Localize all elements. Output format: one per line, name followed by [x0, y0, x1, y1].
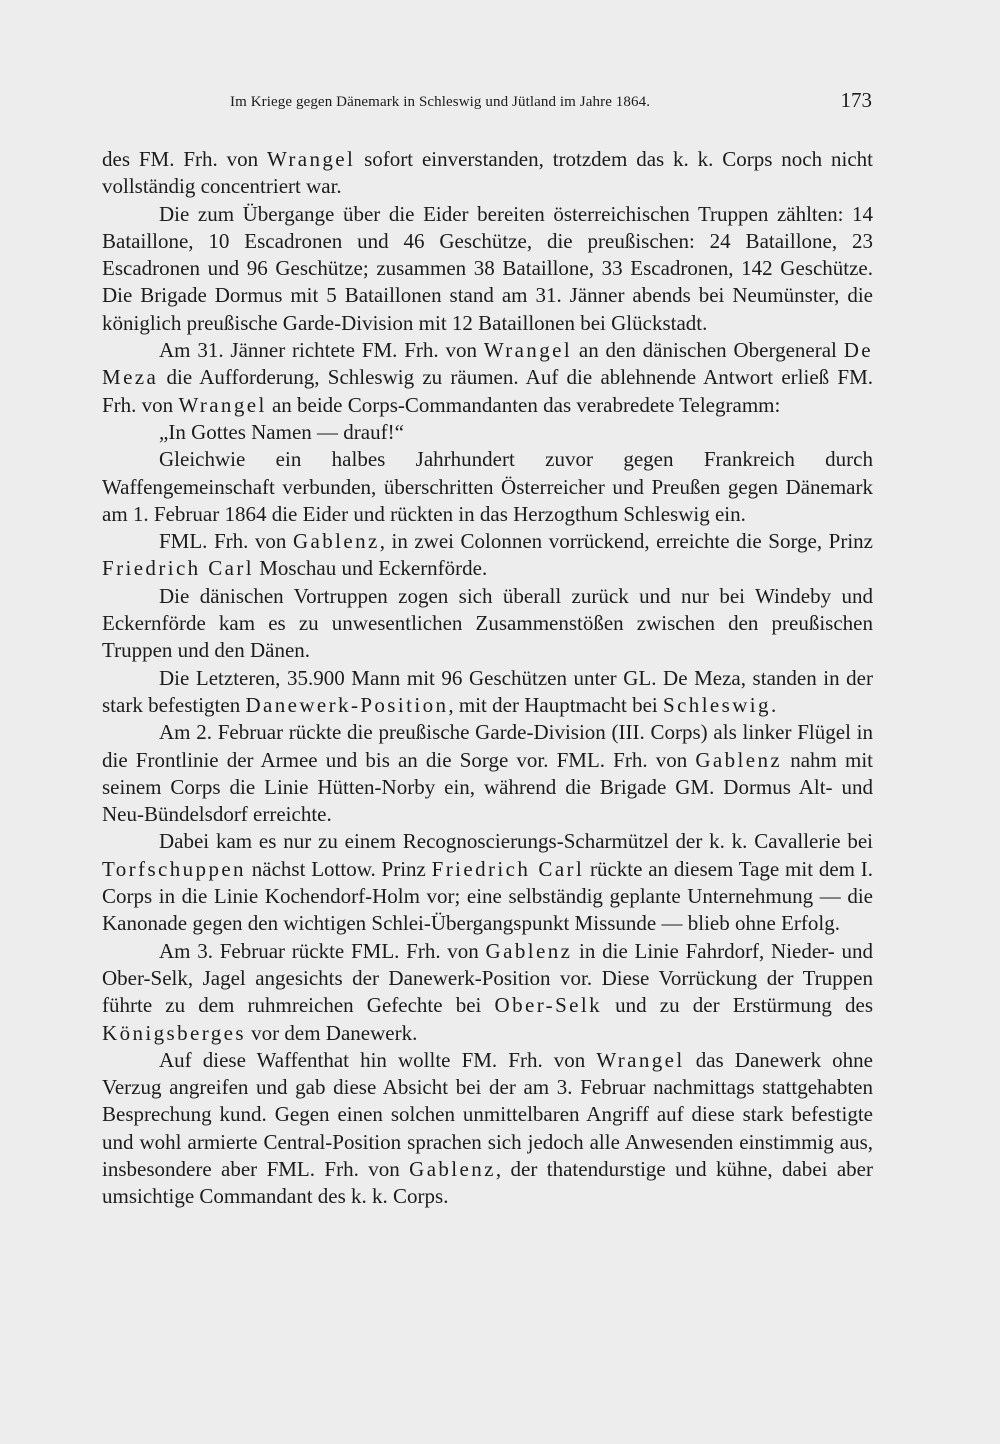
paragraph-10 — [102, 828, 873, 937]
text-run: und zu der Erstürmung des — [602, 993, 873, 1018]
text-run: Auf diese Waffenthat hin wollte FM. Frh. von — [159, 1047, 597, 1072]
spaced-name: Wrangel — [596, 1047, 685, 1072]
paragraph-12 — [102, 1047, 873, 1211]
text-run: Dabei kam es nur zu einem Recognoscierungs-Scharmützel der k. k. Cavallerie bei — [159, 829, 873, 854]
text-run: , der thatendurstige und kühne, dabei aber umsichtige Commandant des k. k. Corps. — [102, 1156, 873, 1209]
text-run: des FM. Frh. von — [102, 147, 267, 171]
paragraph-1 — [102, 146, 873, 201]
spaced-name: Wrangel — [178, 392, 267, 417]
text-run: vor dem Danewerk. — [245, 1020, 418, 1045]
text-run: Moschau und Eckernförde. — [253, 556, 488, 581]
text-run: FML. Frh. von — [159, 529, 293, 554]
text-run: rückte an diesem Tage mit dem I. Corps in die Linie Kochendorf-Holm vor; eine selbständig geplante Unternehmung — die Kanonade gegen den wichtigen Schlei-Übergangspunkt Missunde — blieb ohne Erfolg. — [102, 856, 874, 936]
body-text — [102, 146, 873, 1211]
paragraph-6 — [102, 528, 873, 583]
spaced-name: Königsberges — [102, 1020, 246, 1045]
page-number: 173 — [840, 88, 872, 112]
text-run: an beide Corps-Commandanten das verabredete Telegramm: — [266, 392, 781, 417]
paragraph-3 — [102, 337, 873, 419]
paragraph-9 — [102, 719, 873, 828]
text-run: , mit der Hauptmacht bei — [448, 692, 663, 717]
text-run: Die Letzteren, 35.900 Mann mit 96 Geschützen unter GL. De Meza, standen in der stark befestigten — [102, 665, 873, 717]
page-header — [230, 88, 872, 118]
spaced-name: Schleswig — [663, 692, 771, 717]
text-run: , in zwei Colonnen vorrückend, erreichte die Sorge, Prinz — [379, 529, 873, 554]
spaced-name: Friedrich Carl — [431, 856, 585, 881]
spaced-name: Gablenz — [485, 938, 573, 963]
spaced-name: Gablenz — [695, 747, 783, 772]
text-run: Am 3. Februar rückte FML. Frh. von — [159, 938, 486, 963]
text-run: Am 2. Februar rückte die preußische Garde-Division (III. Corps) als linker Flügel in die Frontlinie der Armee und bis an die Sorge vor. FML. Frh. von — [102, 720, 873, 772]
spaced-name: De Meza — [102, 338, 873, 390]
text-run: nächst Lottow. Prinz — [245, 856, 432, 881]
text-run: Am 31. Jänner richtete FM. Frh. von — [159, 338, 484, 363]
paragraph-5: Gleichwie ein halbes Jahrhundert zuvor gegen Frankreich durch Waffengemeinschaft verbunden, überschritten Österreicher und Preußen gegen Dänemark am 1. Februar 1864 die Eider und rückten in das Herzogthum Schleswig ein. — [102, 447, 873, 526]
spaced-name: Friedrich Carl — [102, 556, 254, 581]
running-title: Im Kriege gegen Dänemark in Schleswig und Jütland im Jahre 1864. — [230, 94, 651, 110]
text-run: die Aufforderung, Schleswig zu räumen. Auf die ablehnende Antwort erließ FM. Frh. von — [102, 365, 873, 417]
paragraph-7: Die dänischen Vortruppen zogen sich überall zurück und nur bei Windeby und Eckernförde kam es zu unwesentlichen Zusammenstößen zwischen den preußischen Truppen und den Dänen. — [102, 583, 873, 663]
text-run: in die Linie Fahrdorf, Nieder- und Ober-Selk, Jagel angesichts der Danewerk-Position vor. Diese Vorrückung der Truppen führte zu dem ruhmreichen Gefechte bei — [102, 938, 873, 1018]
text-run: . — [770, 692, 777, 717]
paragraph-8 — [102, 665, 873, 720]
text-run: sofort einverstanden, trotzdem das k. k. Corps noch nicht vollständig concentriert war. — [102, 147, 873, 199]
paragraph-2: Die zum Übergange über die Eider bereiten österreichischen Truppen zählten: 14 Bataillone, 10 Escadronen und 46 Geschütze, die preußischen: 24 Bataillone, 23 Escadronen und 96 Geschütze; zusammen 38 Bataillone, 33 Escadronen, 142 Geschütze. Die Brigade Dormus mit 5 Bataillonen stand am 31. Jänner abends bei Neumünster, die königlich preußische Garde-Division mit 12 Bataillonen bei Glückstadt. — [102, 201, 873, 335]
spaced-name: Torfschuppen — [102, 856, 246, 881]
spaced-name: Wrangel — [483, 338, 573, 363]
text-run: an den dänischen Obergeneral — [572, 338, 844, 363]
spaced-name: Ober-Selk — [494, 993, 603, 1018]
text-run: das Danewerk ohne Verzug angreifen und gab diese Absicht bei der am 3. Februar nachmittags stattgehabten Besprechung kund. Gegen einen solchen unmittelbaren Angriff auf diese stark befestigte und wohl armierte Central-Position sprachen sich jedoch alle Anwesenden einstimmig aus, insbesondere aber FML. Frh. von — [102, 1047, 873, 1181]
spaced-name: Gablenz — [409, 1156, 496, 1181]
spaced-name: Danewerk-Position — [245, 692, 449, 717]
spaced-name: Wrangel — [266, 147, 356, 171]
spaced-name: Gablenz — [292, 529, 380, 554]
paragraph-11 — [102, 938, 873, 1047]
text-run: nahm mit seinem Corps die Linie Hütten-Norby ein, während die Brigade GM. Dormus Alt- und Neu-Bündelsdorf erreichte. — [102, 747, 873, 827]
paragraph-4-quote: „In Gottes Namen — drauf!“ — [159, 419, 404, 444]
